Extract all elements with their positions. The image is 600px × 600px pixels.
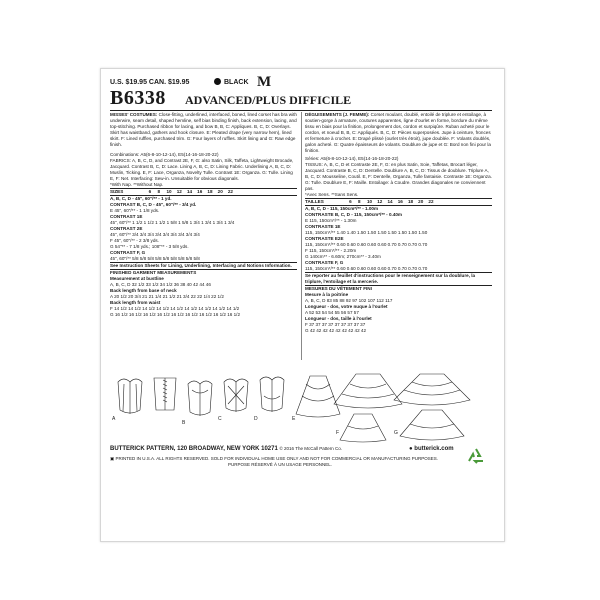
back-f-row: F 14 1/2 14 1/2 14 1/2 14 1/2 14 1/2 14 1/2 14 1/2 14 1/2 14 1/2 — [110, 306, 240, 311]
back-neck-label: Longueur - dos, votre nuque à l'ourlet — [305, 304, 388, 309]
size-cell: 16 — [197, 189, 203, 194]
rights-notice-text: PRINTED IN U.S.A. ALL RIGHTS RESERVED. SOLD FOR INDIVIDUAL HOME USE ONLY AND NOT FOR COMMERCIAL OR MANUFACTURING PURPOSES. — [115, 456, 438, 461]
figure-label: B — [182, 420, 186, 426]
yardage-row: CONTRASTE E2E — [305, 236, 344, 241]
description-text: Corset moulant, doublé, entoilé de triplure et entoilage, à soutien-gorge à armature, coutures apparentes, ligne d'ourlet en forme, bordure du même tissu en biais pour la finition, prolongement dos, cordon et surpiqûre. Ruban acheté pour le cordon, et noeud B, B, C: Appliqués. B, C, D: Pièces superposées. Jupe à ceinture, fronces et fermeture à crochet. E: Drapé plissé (ourlet très étroit), jupe doublée. F: Volants doublés, galon acheté. G: Quatre épaisseurs de volants. Doublure de jupe et G: Bord non fini pour la finition. — [305, 112, 491, 153]
yardage-row: CONTRAST B, C, D - 45", 60"/** - 3/4 yd. — [110, 202, 197, 207]
sizes-values — [149, 189, 233, 194]
sizes-row — [110, 188, 297, 196]
description-title: DÉGUISEMENTS (J. FEMME): — [305, 112, 370, 117]
instructions-note: See Instruction Sheets for Lining, Underlining, Interfacing and Notions Information. — [110, 262, 297, 269]
corset-c-drawing — [224, 379, 248, 412]
size-cell: 22 — [227, 189, 233, 194]
description-block — [110, 112, 297, 148]
ink-label: BLACK — [224, 79, 249, 86]
back-neck-label: Back length from base of neck — [110, 288, 177, 293]
back-neck-row: A 20 1/2 20 3/4 21 21 1/4 21 1/2 21 3/4 22 22 1/4 22 1/2 — [110, 294, 224, 299]
bust-row: A, B, C, D 83 85 88 92 97 102 107 112 117 — [305, 298, 393, 303]
sizes-label: SIZES — [110, 189, 124, 194]
figure-label: F — [336, 430, 340, 436]
bust-label: Measurement at bustline — [110, 276, 164, 281]
measure-title: MESURES DU VÊTEMENT FINI — [305, 285, 492, 292]
company-line — [110, 446, 342, 452]
back-neck-row: A 52 53 54 54 55 56 57 57 — [305, 310, 359, 315]
figure-label: D — [254, 416, 258, 422]
yardage-row: CONTRASTE 1E — [305, 224, 341, 229]
yardage-row: F 45", 60"/** - 2 3/8 yds. — [110, 238, 159, 243]
size-cell: 16 — [397, 199, 403, 204]
size-cell: 6 — [148, 189, 152, 194]
size-cell: 18 — [407, 199, 414, 204]
corset-d-drawing — [260, 377, 284, 412]
figure-label: A — [112, 416, 116, 422]
header-rule — [110, 110, 492, 111]
yardage-row: CONTRAST F, G — [110, 250, 146, 255]
yardage-row: CONTRAST 1E — [110, 214, 143, 219]
price-label: U.S. $19.95 CAN. $19.95 — [110, 79, 190, 86]
yardage-row: CONTRAST 2E — [110, 226, 143, 231]
yardage-row: 45", 60"/** 3/4 3/4 3/4 3/4 3/4 3/4 3/4 3/4 3/4 — [110, 232, 200, 237]
yardage-row: G 140cm** - 6.60m; 270cm** - 3.40m — [305, 254, 381, 259]
fabrics-text: FABRICS: A, B, C, D, and Contrast 2E, F, G: also Satin, Silk, Taffeta, Lightweight Brocade, Jacquard. Contrast B, C, D: Lace. Lining A, B, C, D: Lining Fabric. Underlining A, B, C, D: Muslin, Ticking. E, F: Lace, Organza, Novelty Tulle. Contrast 1E: Organza. G: Tulle. Lining E, F: Net. Interfacing: Sew-in. Unsuitable for obvious diagonals. — [110, 158, 294, 181]
column-divider — [301, 112, 302, 360]
back-g-row: G 42 42 42 42 42 42 42 42 42 — [305, 328, 367, 333]
website-text: butterick.com — [414, 446, 454, 452]
back-waist-label: Back length from waist — [110, 300, 161, 305]
size-cell: 20 — [217, 189, 223, 194]
size-cell: 10 — [367, 199, 373, 204]
company-name: BUTTERICK PATTERN, 120 BROADWAY, NEW YORK 10271 — [110, 446, 278, 452]
figure-label: C — [218, 416, 222, 422]
yardage-row: 115, 150cm*/** 1.40 1.40 1.50 1.50 1.50 1.50 1.50 1.50 1.50 — [305, 230, 428, 235]
size-cell: 12 — [377, 199, 383, 204]
size-cell: 8 — [157, 189, 161, 194]
instructions-note: Se reporter au feuillet d'instructions pour le renseignement sur la doublure, la triplure, l'entoilage et la mercerie. — [305, 272, 492, 285]
description-text: Close-fitting, underlined, interfaced, boned, lined corset has bra with underwire, seam detail, shaped hemline, self bias binding finish, back extension, lacing, and top-stitching. Purchased ribbon for lacing, and bow B, B, C: Appliques. B, C, D: Overlays. Skirt has waistband, gathers and hook closure. E: Pleated drape (very narrow hem), lined skirt. F: Lined ruffles, purchased trim. G: Four layers of ruffles. Skirt lining and G: Raw edge finish. — [110, 112, 297, 147]
yardage-row: F 115, 150cm*/** - 2.20m — [305, 248, 357, 253]
fabrics-text: TISSUS: A, B, C, D et Contraste 2E, F, G: en plus Satin, Soie, Taffetas, Brocart léger, Jacquard. Contraste B, C, D: Dentelle. Doublure A, B, C, D: Tissus de doublure. Triplure A, B, C, D: Mousseline, Coutil. E, F: Dentelle, Organza, Tulle fantaisie. Contraste 1E: Organza. G: Tulle. Doublure E, F: Maille. Entoilage: à Coudre. Grandes diagonales ne conviennent pas. — [305, 162, 492, 191]
corset-b-drawing — [188, 381, 212, 416]
yardage-row: E 115, 150cm*/** - 1.30m — [305, 218, 357, 223]
nap-note: *With Nap. **Without Nap. — [110, 182, 164, 187]
back-waist-label: Longueur - dos, taille à l'ourlet — [305, 316, 372, 321]
size-cell: 22 — [428, 199, 434, 204]
size-cell: 18 — [207, 189, 213, 194]
description-block — [305, 112, 492, 154]
skirt-e2-drawing — [340, 414, 386, 442]
french-column — [305, 112, 492, 362]
size-cell: 14 — [387, 199, 393, 204]
back-g-row: G 16 1/2 16 1/2 16 1/2 16 1/2 16 1/2 16 1/2 16 1/2 16 1/2 16 1/2 — [110, 312, 241, 317]
nap-note: *Avec Sens. **Sans Sens. — [305, 192, 359, 197]
rights-notice: ▣ PRINTED IN U.S.A. ALL RIGHTS RESERVED. SOLD FOR INDIVIDUAL HOME USE ONLY AND NOT FOR COMMERCIAL OR MANUFACTURING PURPOSES. — [110, 456, 438, 461]
skill-level: ADVANCED/PLUS DIFFICILE — [185, 93, 352, 107]
skirt-g-drawing — [394, 374, 470, 405]
technical-drawings — [110, 370, 492, 444]
pattern-number: B6338 — [110, 87, 166, 109]
back-f-row: F 37 37 37 37 37 37 37 37 37 — [305, 322, 366, 327]
measure-title: FINISHED GARMENT MEASUREMENTS — [110, 269, 297, 276]
figure-label: G — [394, 430, 398, 436]
ink-dot-icon — [214, 78, 221, 85]
description-title: MISSES' COSTUMES: — [110, 112, 158, 117]
bust-label: Mesure à la poitrine — [305, 292, 349, 297]
size-cell: 12 — [176, 189, 182, 194]
size-cell: 10 — [166, 189, 172, 194]
sizes-label: TAILLES — [305, 199, 324, 204]
size-cell: 20 — [418, 199, 424, 204]
skirt-e-drawing — [296, 376, 340, 417]
yardage-row: A, B, C, D - 115, 150cm*/** - 1.00m — [305, 206, 379, 211]
rights-notice-fr: PURPOSE RÉSERVÉ À UN USAGE PERSONNEL. — [228, 462, 332, 467]
yardage-row: 115, 150cm*/** 0.60 0.60 0.60 0.60 0.60 0.70 0.70 0.70 0.70 — [305, 242, 428, 247]
yardage-row: 115, 150cm*/** 0.60 0.60 0.60 0.60 0.60 0.70 0.70 0.70 0.70 — [305, 266, 428, 271]
size-letter: M — [257, 74, 272, 90]
yardage-row: E 45", 60"/** - 1 1/8 yds. — [110, 208, 160, 213]
bust-row: A, B, C, D 32 1/2 33 1/2 34 1/2 36 38 40 42 44 46 — [110, 282, 211, 287]
combinations: Combinations: A5(6-8-10-12-14), E5(14-16-18-20-22) — [110, 152, 219, 157]
sizes-values — [349, 199, 433, 204]
corset-front-drawing — [118, 379, 142, 414]
combinations: Séries: A5(6-8-10-12-14), E5(14-16-18-20-22) — [305, 156, 399, 161]
size-cell: 6 — [349, 199, 352, 204]
copyright: © 2016 The McCall Pattern Co. — [279, 446, 342, 451]
yardage-row: G 54"** - 7 1/8 yds.; 108"** - 3 5/8 yds. — [110, 244, 189, 249]
website: ● butterick.com — [409, 446, 454, 452]
recycle-icon — [466, 447, 486, 467]
yardage-row: 45", 60"/** 5/8 5/8 5/8 5/8 5/8 5/8 5/8 5/8 5/8 — [110, 256, 200, 261]
yardage-row: A, B, C, D - 45", 60"/** - 1 yd. — [110, 196, 172, 201]
size-cell: 14 — [186, 189, 193, 194]
size-cell: 8 — [358, 199, 361, 204]
yardage-row: CONTRASTE B, C, D - 115, 150cm*/** - 0.40m — [305, 212, 403, 217]
yardage-row: 45", 60"/** 1 1/2 1 1/2 1 1/2 1 5/8 1 5/8 1 3/4 1 3/4 1 3/4 1 3/4 — [110, 220, 235, 225]
sizes-row — [305, 198, 492, 206]
english-column — [110, 112, 297, 362]
figure-label: E — [292, 416, 296, 422]
yardage-row: CONTRASTE F, G — [305, 260, 344, 265]
skirt-g2-drawing — [400, 410, 464, 440]
skirt-f-drawing — [334, 374, 402, 408]
corset-back-drawing — [154, 378, 176, 410]
